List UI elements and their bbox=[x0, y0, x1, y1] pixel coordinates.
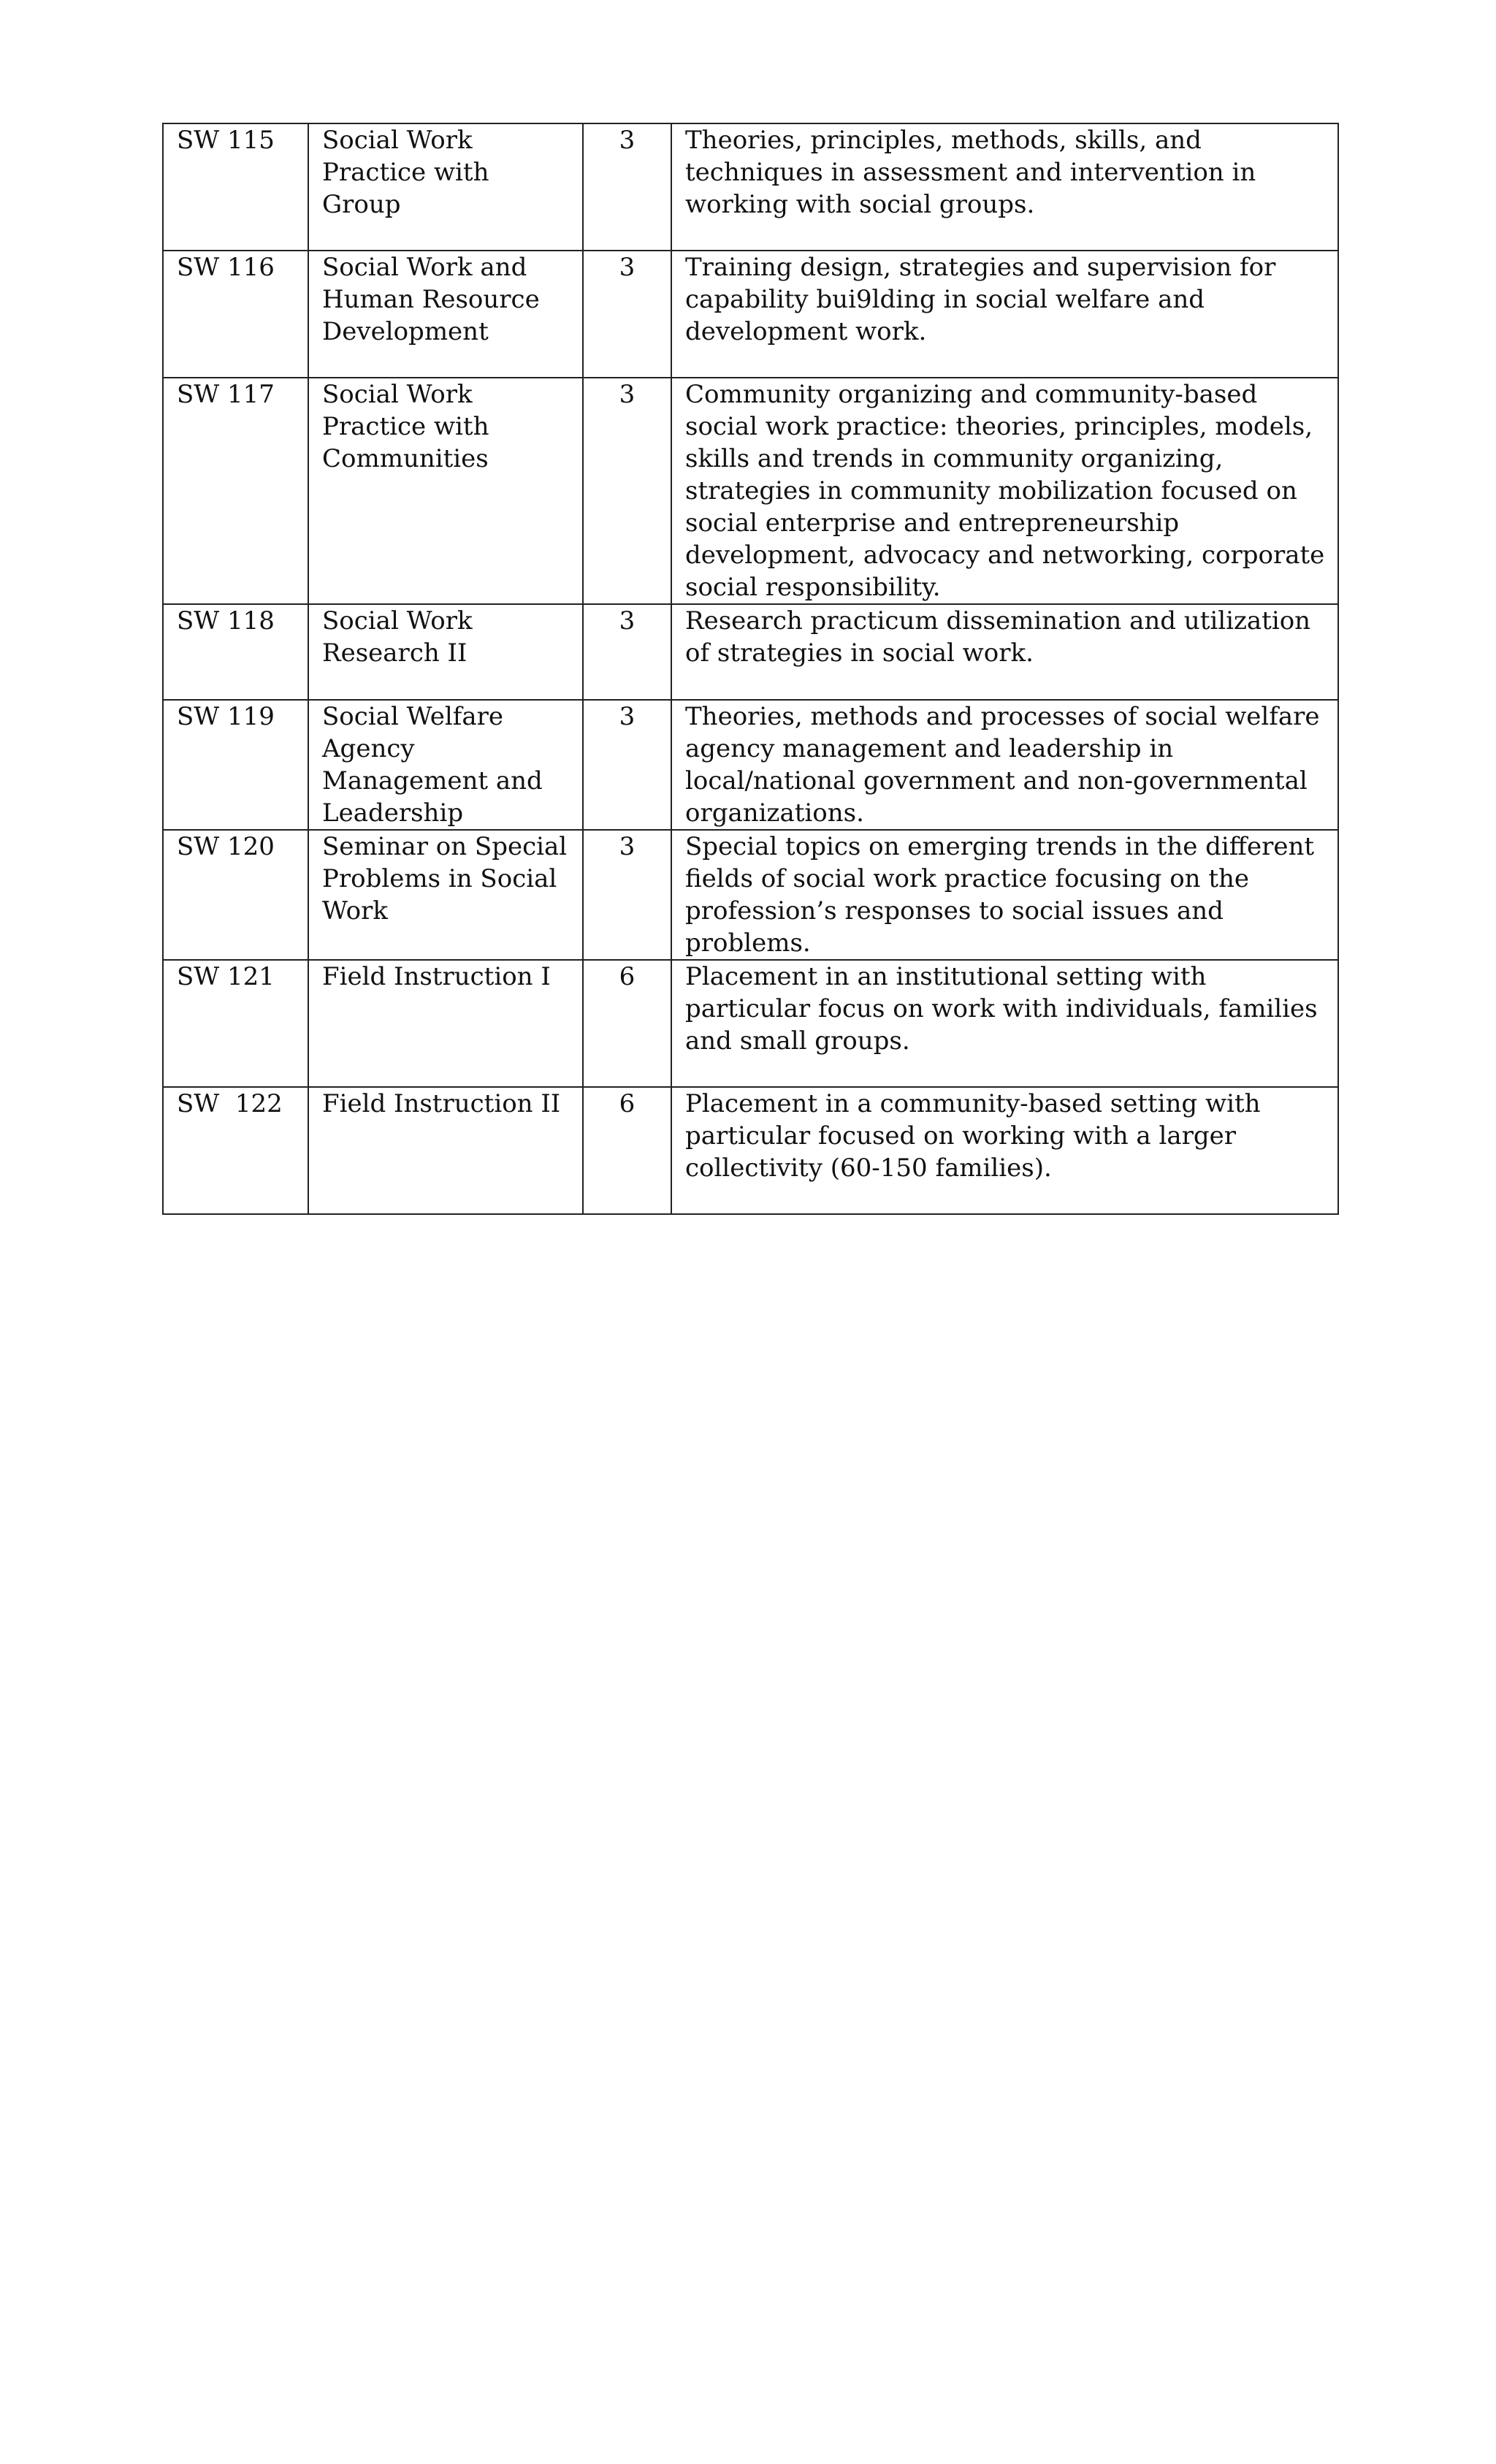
course-title: Field Instruction II bbox=[308, 1087, 583, 1214]
table-row bbox=[163, 700, 1338, 830]
course-table bbox=[162, 123, 1339, 1215]
course-credits: 3 bbox=[583, 123, 671, 251]
course-title: Social Work Research II bbox=[308, 604, 583, 700]
course-title: Field Instruction I bbox=[308, 960, 583, 1087]
course-title: Social Work and Human Resource Development bbox=[308, 251, 583, 378]
course-credits: 3 bbox=[583, 378, 671, 604]
table-row bbox=[163, 251, 1338, 378]
course-code: SW 116 bbox=[163, 251, 308, 378]
table-row bbox=[163, 378, 1338, 604]
course-credits: 6 bbox=[583, 1087, 671, 1214]
course-code: SW 119 bbox=[163, 700, 308, 830]
course-credits: 3 bbox=[583, 251, 671, 378]
course-title: Social Work Practice with Group bbox=[308, 123, 583, 251]
course-credits: 3 bbox=[583, 700, 671, 830]
course-title: Social Welfare Agency Management and Leadership bbox=[308, 700, 583, 830]
table-row bbox=[163, 123, 1338, 251]
course-code: SW 118 bbox=[163, 604, 308, 700]
course-code: SW 115 bbox=[163, 123, 308, 251]
course-credits: 3 bbox=[583, 830, 671, 960]
course-code: SW 122 bbox=[163, 1087, 308, 1214]
course-description: Theories, principles, methods, skills, and techniques in assessment and intervention in working with social groups. bbox=[671, 123, 1338, 251]
course-title: Social Work Practice with Communities bbox=[308, 378, 583, 604]
table-row bbox=[163, 1087, 1338, 1214]
course-description: Theories, methods and processes of social welfare agency management and leadership in local/national government and non-governmental organizations. bbox=[671, 700, 1338, 830]
course-description: Special topics on emerging trends in the different fields of social work practice focusing on the profession’s responses to social issues and problems. bbox=[671, 830, 1338, 960]
table-row bbox=[163, 604, 1338, 700]
course-code: SW 120 bbox=[163, 830, 308, 960]
course-description: Research practicum dissemination and utilization of strategies in social work. bbox=[671, 604, 1338, 700]
course-credits: 3 bbox=[583, 604, 671, 700]
table-row bbox=[163, 960, 1338, 1087]
table-row bbox=[163, 830, 1338, 960]
course-description: Placement in an institutional setting with particular focus on work with individuals, families and small groups. bbox=[671, 960, 1338, 1087]
course-title: Seminar on Special Problems in Social Work bbox=[308, 830, 583, 960]
course-code: SW 117 bbox=[163, 378, 308, 604]
course-description: Training design, strategies and supervision for capability bui9lding in social welfare and development work. bbox=[671, 251, 1338, 378]
course-description: Community organizing and community-based social work practice: theories, principles, models, skills and trends in community organizing, strategies in community mobilization focused on social enterprise and entrepreneurship development, advocacy and networking, corporate social responsibility. bbox=[671, 378, 1338, 604]
course-description: Placement in a community-based setting with particular focused on working with a larger collectivity (60-150 families). bbox=[671, 1087, 1338, 1214]
course-credits: 6 bbox=[583, 960, 671, 1087]
course-code: SW 121 bbox=[163, 960, 308, 1087]
